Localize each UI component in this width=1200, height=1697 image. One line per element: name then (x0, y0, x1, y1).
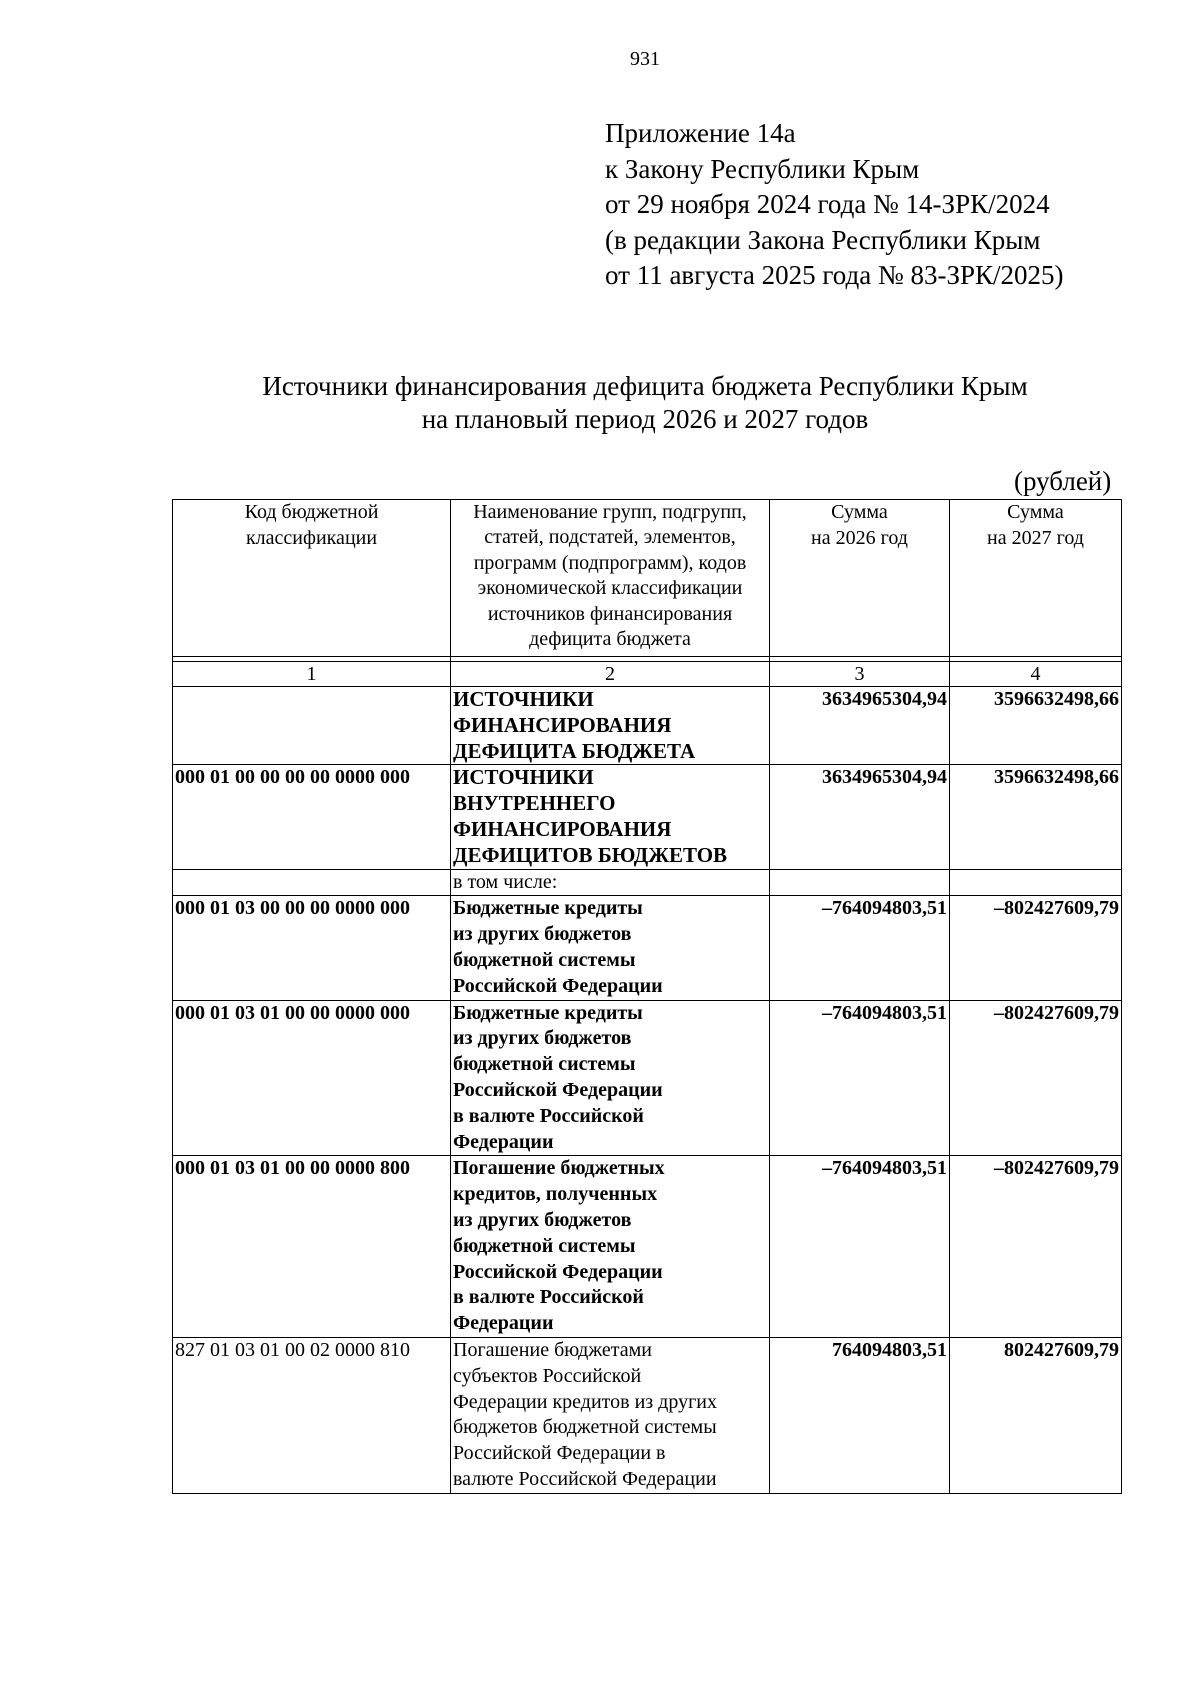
table-header-row (173, 500, 1122, 657)
row-sum-2026: 764094803,51 (770, 1337, 950, 1493)
column-number: 3 (770, 662, 950, 687)
column-numbers-row (173, 662, 1122, 687)
title-line: на плановый период 2026 и 2027 годов (421, 404, 869, 434)
row-sum-2027: 802427609,79 (950, 1337, 1122, 1493)
row-code: 000 01 00 00 00 00 0000 000 (173, 765, 451, 869)
annex-line: от 11 августа 2025 года № 83-ЗРК/2025) (605, 260, 1064, 290)
row-sum-2026: 3634965304,94 (770, 765, 950, 869)
row-code (173, 869, 451, 896)
column-number: 1 (173, 662, 451, 687)
row-sum-2026 (770, 869, 950, 896)
row-name: Погашение бюджетами субъектов Российской Федерации кредитов из других бюджетов бюджетной системы Российской Федерации в валюте Российской Федерации (451, 1337, 770, 1493)
row-sum-2026: –764094803,51 (770, 1000, 950, 1156)
header-name: Наименование групп, подгрупп, статей, подстатей, элементов, программ (подпрограмм), кодов экономической классификации источников финансирования дефицита бюджета (451, 500, 770, 657)
annex-line: (в редакции Закона Республики Крым (605, 224, 1041, 255)
table-row (173, 869, 1122, 896)
row-sum-2026: –764094803,51 (770, 1156, 950, 1338)
document-title (0, 370, 1200, 436)
row-sum-2027: –802427609,79 (950, 1000, 1122, 1156)
row-sum-2027 (950, 869, 1122, 896)
row-sum-2026: –764094803,51 (770, 896, 950, 1000)
column-number: 2 (451, 662, 770, 687)
annex-reference (605, 116, 1064, 294)
row-sum-2027: 3596632498,66 (950, 765, 1122, 869)
row-code: 000 01 03 01 00 00 0000 000 (173, 1000, 451, 1156)
table-row (173, 765, 1122, 869)
row-sum-2026: 3634965304,94 (770, 687, 950, 765)
table-row (173, 896, 1122, 1000)
row-code: 000 01 03 01 00 00 0000 800 (173, 1156, 451, 1338)
page-number: 931 (630, 48, 660, 70)
row-code: 000 01 03 00 00 00 0000 000 (173, 896, 451, 1000)
table-row (173, 1000, 1122, 1156)
table-row (173, 687, 1122, 765)
row-code (173, 687, 451, 765)
row-name: Погашение бюджетных кредитов, полученных из других бюджетов бюджетной системы Российской Федерации в валюте Российской Федерации (451, 1156, 770, 1338)
annex-line: к Закону Республики Крым (605, 153, 920, 184)
row-name: ИСТОЧНИКИ ВНУТРЕННЕГО ФИНАНСИРОВАНИЯ ДЕФИЦИТОВ БЮДЖЕТОВ (451, 765, 770, 869)
header-sum-2026: Сумма на 2026 год (770, 500, 950, 657)
units-label: (рублей) (1014, 466, 1112, 496)
row-name: Бюджетные кредиты из других бюджетов бюджетной системы Российской Федерации в валюте Российской Федерации (451, 1000, 770, 1156)
column-number: 4 (950, 662, 1122, 687)
budget-sources-table (172, 499, 1122, 1494)
row-name: в том числе: (451, 869, 770, 896)
row-code: 827 01 03 01 00 02 0000 810 (173, 1337, 451, 1493)
row-name: ИСТОЧНИКИ ФИНАНСИРОВАНИЯ ДЕФИЦИТА БЮДЖЕТА (451, 687, 770, 765)
annex-line: от 29 ноября 2024 года № 14-ЗРК/2024 (605, 189, 1050, 219)
table-row (173, 1337, 1122, 1493)
row-name: Бюджетные кредиты из других бюджетов бюджетной системы Российской Федерации (451, 896, 770, 1000)
header-sum-2027: Сумма на 2027 год (950, 500, 1122, 657)
title-line: Источники финансирования дефицита бюджета Республики Крым (262, 371, 1028, 401)
row-sum-2027: –802427609,79 (950, 896, 1122, 1000)
annex-line: Приложение 14а (605, 118, 796, 148)
table-row (173, 1156, 1122, 1338)
row-sum-2027: –802427609,79 (950, 1156, 1122, 1338)
row-sum-2027: 3596632498,66 (950, 687, 1122, 765)
header-code: Код бюджетной классификации (173, 500, 451, 657)
